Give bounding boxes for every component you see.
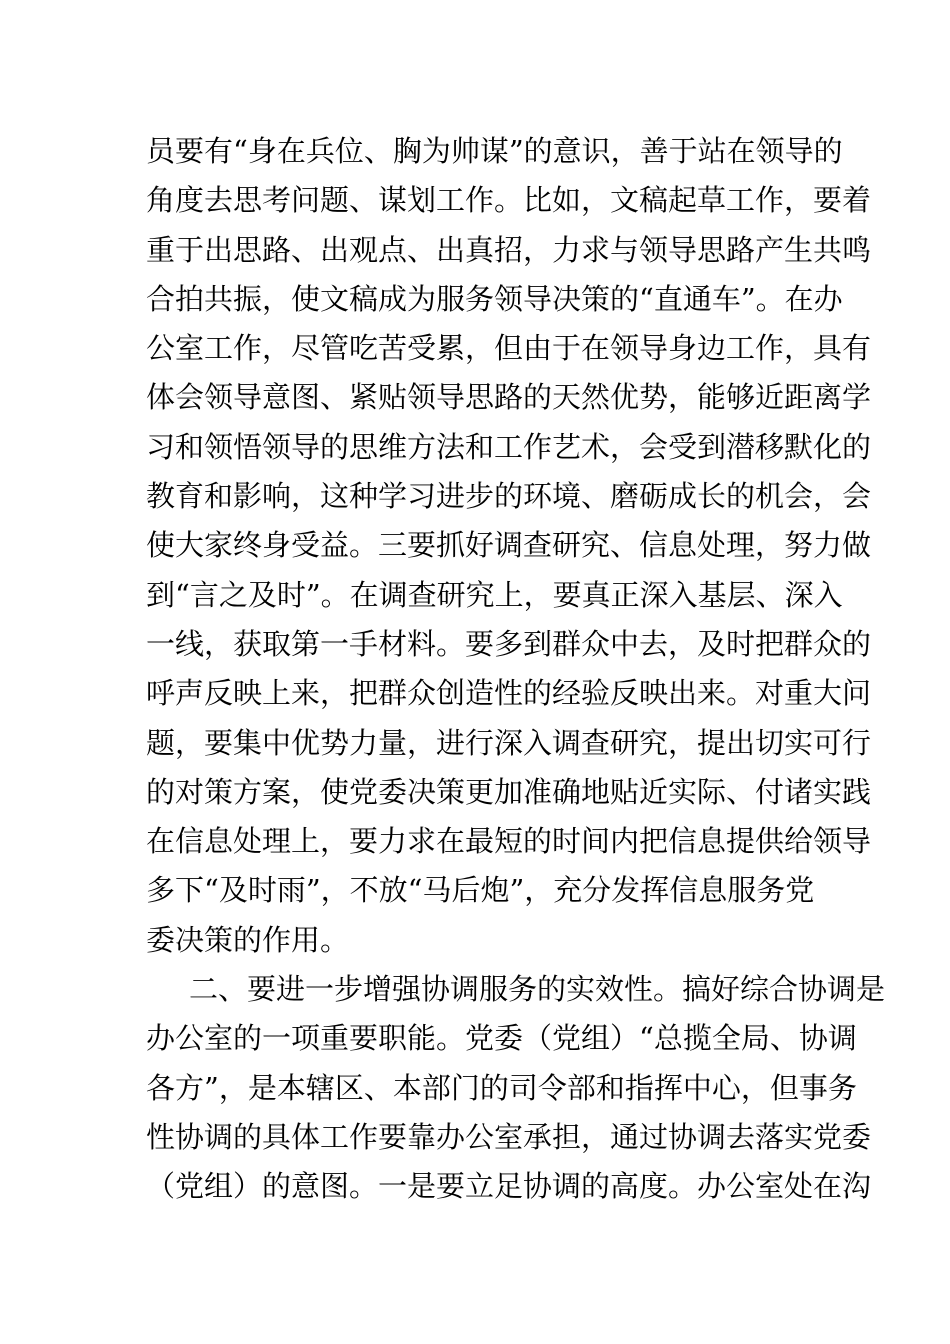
text-line: 性协调的具体工作要靠办公室承担，通过协调去落实党委 — [146, 1119, 872, 1154]
text-line: 合拍共振，使文稿成为服务领导决策的“直通车”。在办 — [146, 281, 843, 316]
text-line: 使大家终身受益。三要抓好调查研究、信息处理，努力做 — [146, 528, 872, 563]
text-line: 习和领悟领导的思维方法和工作艺术，会受到潜移默化的 — [146, 429, 872, 464]
text-line: 公室工作，尽管吃苦受累，但由于在领导身边工作，具有 — [146, 331, 872, 366]
text-line: 到“言之及时”。在调查研究上，要真正深入基层、深入 — [146, 577, 843, 612]
body-text — [146, 127, 886, 1212]
text-line: 的对策方案，使党委决策更加准确地贴近实际、付诸实践 — [146, 774, 872, 809]
paragraph-first-line: 二、要进一步增强协调服务的实效性。搞好综合协调是 — [189, 972, 886, 1007]
text-line: 题，要集中优势力量，进行深入调查研究，提出切实可行 — [146, 725, 872, 760]
text-line: 在信息处理上，要力求在最短的时间内把信息提供给领导 — [146, 824, 872, 859]
text-line: 体会领导意图、紧贴领导思路的天然优势，能够近距离学 — [146, 380, 872, 415]
text-line: 委决策的作用。 — [146, 922, 350, 957]
text-line: 多下“及时雨”，不放“马后炮”，充分发挥信息服务党 — [146, 873, 815, 908]
text-line: 重于出思路、出观点、出真招，力求与领导思路产生共鸣 — [146, 232, 872, 267]
text-line: 呼声反映上来，把群众创造性的经验反映出来。对重大问 — [146, 676, 872, 711]
text-line: （党组）的意图。一是要立足协调的高度。办公室处在沟 — [146, 1169, 872, 1204]
text-line: 角度去思考问题、谋划工作。比如，文稿起草工作，要着 — [146, 183, 872, 218]
text-line: 办公室的一项重要职能。党委（党组）“总揽全局、协调 — [146, 1021, 857, 1056]
text-line: 教育和影响，这种学习进步的环境、磨砺成长的机会，会 — [146, 479, 872, 514]
text-line: 各方”，是本辖区、本部门的司令部和指挥中心，但事务 — [146, 1070, 857, 1105]
text-line: 员要有“身在兵位、胸为帅谋”的意识，善于站在领导的 — [146, 134, 843, 168]
text-line: 一线，获取第一手材料。要多到群众中去，及时把群众的 — [146, 626, 872, 661]
